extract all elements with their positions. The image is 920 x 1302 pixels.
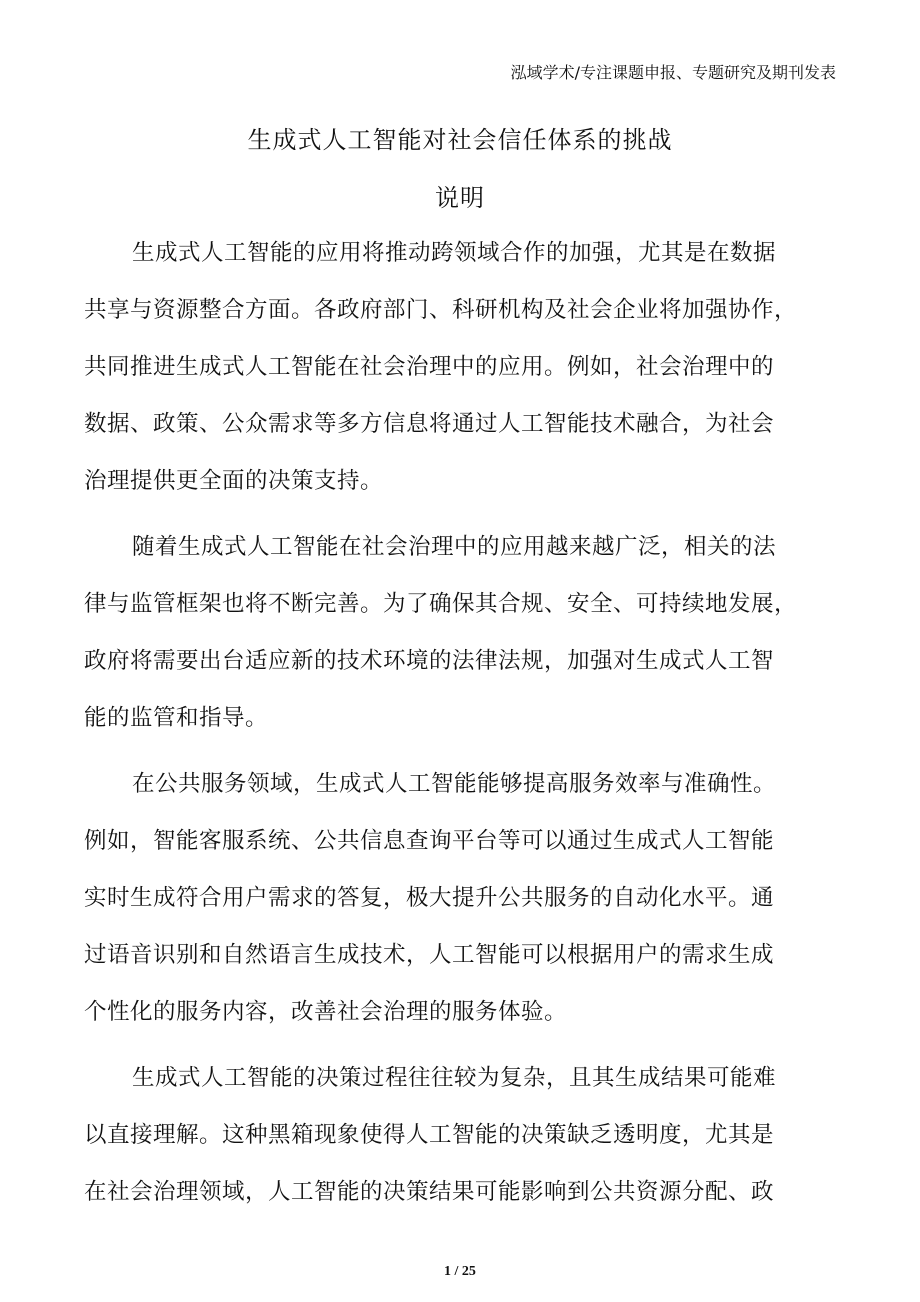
text-line: 过语音识别和自然语言生成技术，人工智能可以根据用户的需求生成 [84, 942, 775, 968]
text-line: 治理提供更全面的决策支持。 [84, 468, 384, 494]
text-line: 共同推进生成式人工智能在社会治理中的应用。例如，社会治理中的 [84, 354, 775, 380]
text-line: 共享与资源整合方面。各政府部门、科研机构及社会企业将加强协作， [84, 297, 798, 323]
text-line: 生成式人工智能的决策过程往往较为复杂，且其生成结果可能难 [132, 1065, 777, 1091]
paragraph-4 [84, 1058, 834, 1229]
document-title: 生成式人工智能对社会信任体系的挑战 [247, 126, 673, 154]
paragraph-1 [84, 233, 834, 518]
text-line: 在公共服务领域，生成式人工智能能够提高服务效率与准确性。 [132, 771, 777, 797]
text-line: 实时生成符合用户需求的答复，极大提升公共服务的自动化水平。通 [84, 885, 775, 911]
section-heading: 说明 [435, 184, 485, 212]
text-line: 政府将需要出台适应新的技术环境的法律法规，加强对生成式人工智 [84, 648, 775, 674]
text-line: 个性化的服务内容，改善社会治理的服务体验。 [84, 999, 568, 1025]
text-line: 以直接理解。这种黑箱现象使得人工智能的决策缺乏透明度，尤其是 [84, 1122, 775, 1148]
document-body [84, 233, 834, 1229]
text-line: 律与监管框架也将不断完善。为了确保其合规、安全、可持续地发展， [84, 591, 798, 617]
text-line: 例如，智能客服系统、公共信息查询平台等可以通过生成式人工智能 [84, 828, 775, 854]
paragraph-2 [84, 527, 834, 755]
page-header: 泓域学术/专注课题申报、专题研究及期刊发表 [510, 63, 836, 82]
paragraph-3 [84, 764, 834, 1049]
text-line: 数据、政策、公众需求等多方信息将通过人工智能技术融合，为社会 [84, 411, 775, 437]
text-line: 在社会治理领域，人工智能的决策结果可能影响到公共资源分配、政 [84, 1179, 775, 1205]
page-indicator: 1 / 25 [444, 1264, 476, 1279]
text-line: 随着生成式人工智能在社会治理中的应用越来越广泛，相关的法 [132, 534, 777, 560]
text-line: 生成式人工智能的应用将推动跨领域合作的加强，尤其是在数据 [132, 240, 777, 266]
text-line: 能的监管和指导。 [84, 705, 269, 731]
